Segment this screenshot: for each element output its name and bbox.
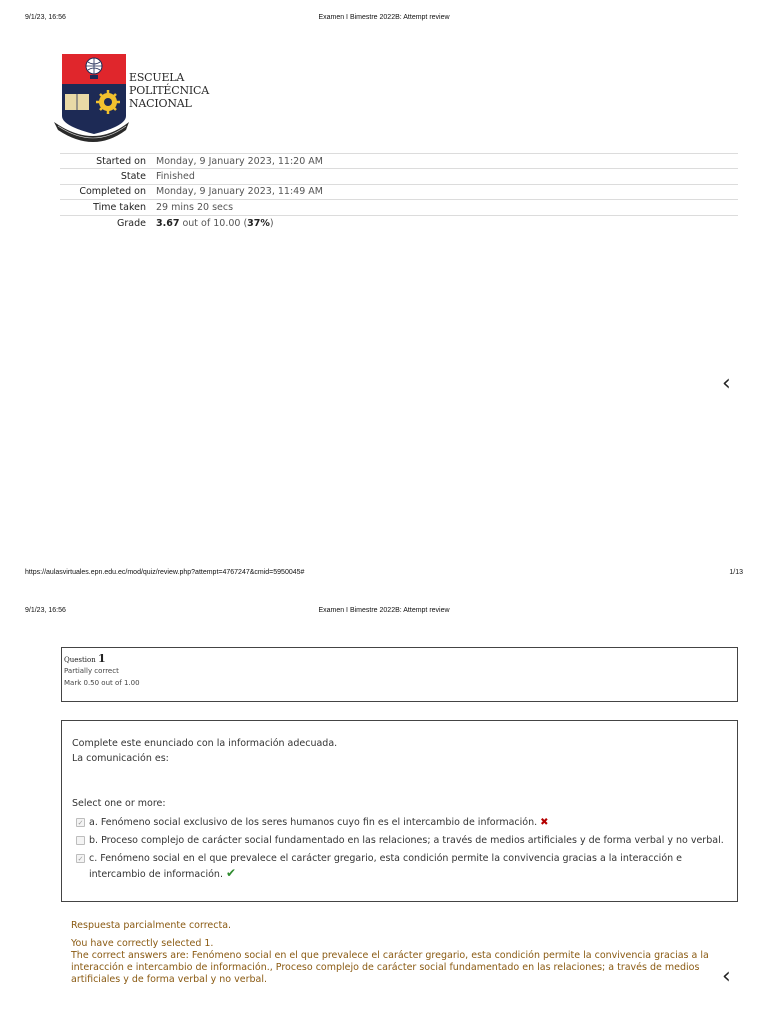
crest-icon	[54, 54, 129, 146]
question-prompt: La comunicación es:	[72, 753, 169, 764]
check-icon: ✔	[225, 866, 237, 880]
print-url: https://aulasvirtuales.epn.edu.ec/mod/quiz/review.php?attempt=4767247&cmid=5950045#	[25, 569, 305, 576]
print-title: Examen I Bimestre 2022B: Attempt review	[318, 607, 450, 614]
grade-close: )	[269, 217, 274, 229]
summary-value: 29 mins 20 secs	[156, 201, 234, 213]
correct-answers: The correct answers are: Fenómeno social en el que prevalece el carácter gregario, esta condición permite la convivencia gracias a la interacción e intercambio de información., Proceso complejo de carácter social fundamentado en las relaciones; a través de medios artificiales y de forma verbal y no verbal.	[71, 950, 709, 985]
selected-feedback: You have correctly selected 1.	[71, 938, 214, 949]
school-logo	[54, 54, 214, 146]
answer-option-a	[72, 815, 727, 830]
grade-value	[154, 215, 738, 230]
grade-percent: 37%	[247, 217, 270, 229]
grade-score: 3.67	[156, 217, 180, 229]
question-mark: Mark 0.50 out of 1.00	[64, 679, 140, 687]
summary-value: Monday, 9 January 2023, 11:49 AM	[156, 186, 323, 198]
attempt-summary-table	[60, 153, 738, 230]
answer-option-b	[72, 833, 727, 848]
select-label: Select one or more:	[72, 798, 166, 809]
summary-value: Finished	[156, 171, 195, 183]
summary-row-state	[60, 169, 738, 184]
answer-checkbox[interactable]: ✓	[77, 819, 84, 827]
print-title: Examen I Bimestre 2022B: Attempt review	[318, 14, 450, 21]
summary-label: Grade	[117, 217, 146, 229]
grade-out-of: out of 10.00 (	[179, 217, 248, 229]
summary-label: Time taken	[93, 201, 146, 213]
print-page-number: 1/13	[729, 569, 743, 576]
summary-row-started	[60, 154, 738, 169]
cross-icon: ✖	[540, 817, 549, 828]
question-info-box	[61, 647, 738, 702]
chevron-left-icon[interactable]: ‹	[722, 964, 731, 989]
summary-label: Completed on	[79, 186, 146, 198]
summary-label: State	[120, 171, 146, 183]
print-date: 9/1/23, 16:56	[25, 14, 66, 21]
question-feedback	[71, 920, 721, 986]
summary-row-grade	[60, 215, 738, 230]
school-name-line: POLITÉCNICA	[129, 84, 209, 97]
question-label: Question	[64, 656, 98, 664]
school-name-line: NACIONAL	[129, 97, 192, 110]
school-name	[129, 71, 209, 110]
answer-checkbox[interactable]	[76, 836, 85, 845]
question-content	[61, 720, 738, 902]
question-state: Partially correct	[64, 667, 119, 675]
question-number	[64, 652, 737, 665]
summary-row-completed	[60, 184, 738, 199]
answer-text: c. Fenómeno social en el que prevalece el carácter gregario, esta condición permite la convivencia gracias a la interacción e intercambio de información.	[89, 853, 683, 880]
print-date: 9/1/23, 16:56	[25, 607, 66, 614]
chevron-left-icon[interactable]: ‹	[722, 371, 731, 396]
question-number-value: 1	[97, 652, 106, 665]
summary-label: Started on	[96, 155, 146, 167]
summary-row-time	[60, 200, 738, 215]
answer-text: a. Fenómeno social exclusivo de los seres humanos cuyo fin es el intercambio de información.	[89, 817, 538, 828]
general-feedback: Respuesta parcialmente correcta.	[71, 920, 232, 931]
answer-checkbox[interactable]: ✓	[77, 855, 84, 863]
summary-value: Monday, 9 January 2023, 11:20 AM	[156, 155, 323, 167]
answer-option-c	[72, 851, 727, 882]
answer-options	[72, 815, 727, 882]
question-text: Complete este enunciado con la información adecuada.	[72, 738, 338, 749]
school-name-line: ESCUELA	[129, 71, 185, 84]
answer-text: b. Proceso complejo de carácter social fundamentado en las relaciones; a través de medios artificiales y de forma verbal y no verbal.	[89, 835, 724, 846]
